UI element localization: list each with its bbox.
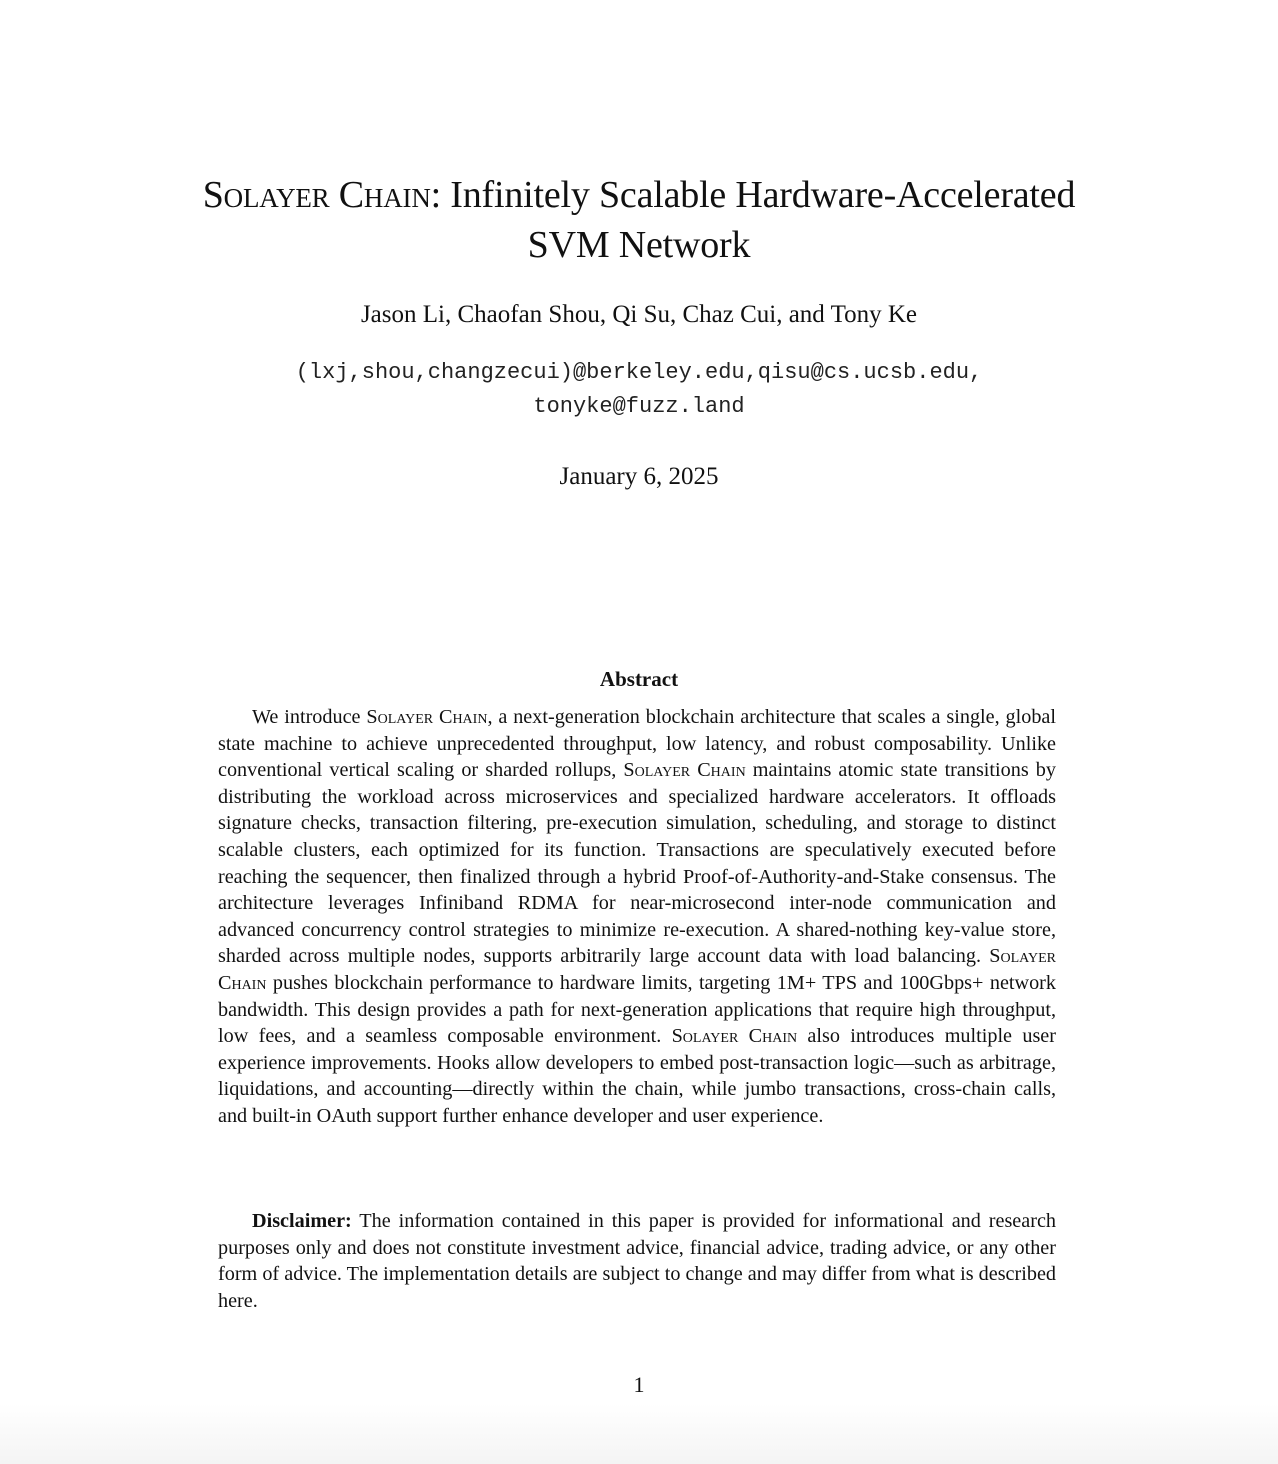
emails-line-2: tonyke@fuzz.land bbox=[533, 394, 745, 419]
system-name: Solayer Chain bbox=[366, 706, 488, 728]
system-name: Solayer Chain bbox=[218, 945, 1056, 994]
abstract-text-5: also introduces multiple user experience improvements. Hooks allow developers to embed post-transaction logic—such as arbitrage, liquidations, and accounting—directly within the chain, while jumbo transactions, cross-chain calls, and built-in OAuth support further enhance developer and user experience. bbox=[218, 1025, 1056, 1127]
system-name: Solayer Chain bbox=[671, 1025, 798, 1048]
abstract-text-2: , a next-generation blockchain architecture that scales a single, global state machine to achieve unprecedented throughput, low latency, and robust composability. Unlike conventional vertical scaling or sharded rollups, bbox=[218, 706, 1056, 782]
disclaimer-paragraph bbox=[218, 1208, 1056, 1314]
title-system-name: Solayer Chain bbox=[202, 174, 431, 216]
disclaimer bbox=[218, 1208, 1056, 1314]
title-rest: : Infinitely Scalable Hardware-Accelerated bbox=[430, 174, 1076, 216]
page-bottom-shade bbox=[0, 1404, 1278, 1464]
author-list: Jason Li, Chaofan Shou, Qi Su, Chaz Cui, and Tony Ke bbox=[360, 301, 918, 328]
author-emails bbox=[0, 356, 1278, 424]
page-number: 1 bbox=[633, 1372, 645, 1397]
abstract-heading: Abstract bbox=[599, 667, 679, 691]
system-name: Solayer Chain bbox=[623, 759, 746, 782]
abstract-body bbox=[218, 704, 1056, 1130]
publication-date: January 6, 2025 bbox=[559, 463, 719, 490]
emails-line-1: (lxj,shou,changzecui)@berkeley.edu,qisu@cs.ucsb.edu, bbox=[295, 360, 983, 385]
disclaimer-label: Disclaimer: bbox=[252, 1210, 352, 1232]
disclaimer-text: The information contained in this paper is provided for informational and research purposes only and does not constitute investment advice, financial advice, trading advice, or any other form of advice. The implementation details are subject to change and may differ from what is described here. bbox=[218, 1210, 1056, 1312]
title-line-2: SVM Network bbox=[527, 224, 751, 266]
abstract-text-4: pushes blockchain performance to hardware limits, targeting 1M+ TPS and 100Gbps+ network bandwidth. This design provides a path for next-generation applications that require high throughput, low fees, and a seamless composable environment. bbox=[218, 971, 1056, 1048]
abstract-text-3: maintains atomic state transitions by distributing the workload across microservices and specialized hardware accelerators. It offloads signature checks, transaction filtering, pre-execution simulation, scheduling, and storage to distinct scalable clusters, each optimized for its function. Transactions are speculatively executed before reaching the sequencer, then finalized through a hybrid Proof-of-Authority-and-Stake consensus. The architecture leverages Infiniband RDMA for near-microsecond inter-node communication and advanced concurrency control strategies to minimize re-execution. A shared-nothing key-value store, sharded across multiple nodes, supports arbitrarily large account data with load balancing. bbox=[218, 759, 1056, 968]
abstract-text-1: We introduce bbox=[252, 706, 367, 728]
paper-title bbox=[0, 170, 1278, 270]
abstract-paragraph bbox=[218, 704, 1056, 1130]
